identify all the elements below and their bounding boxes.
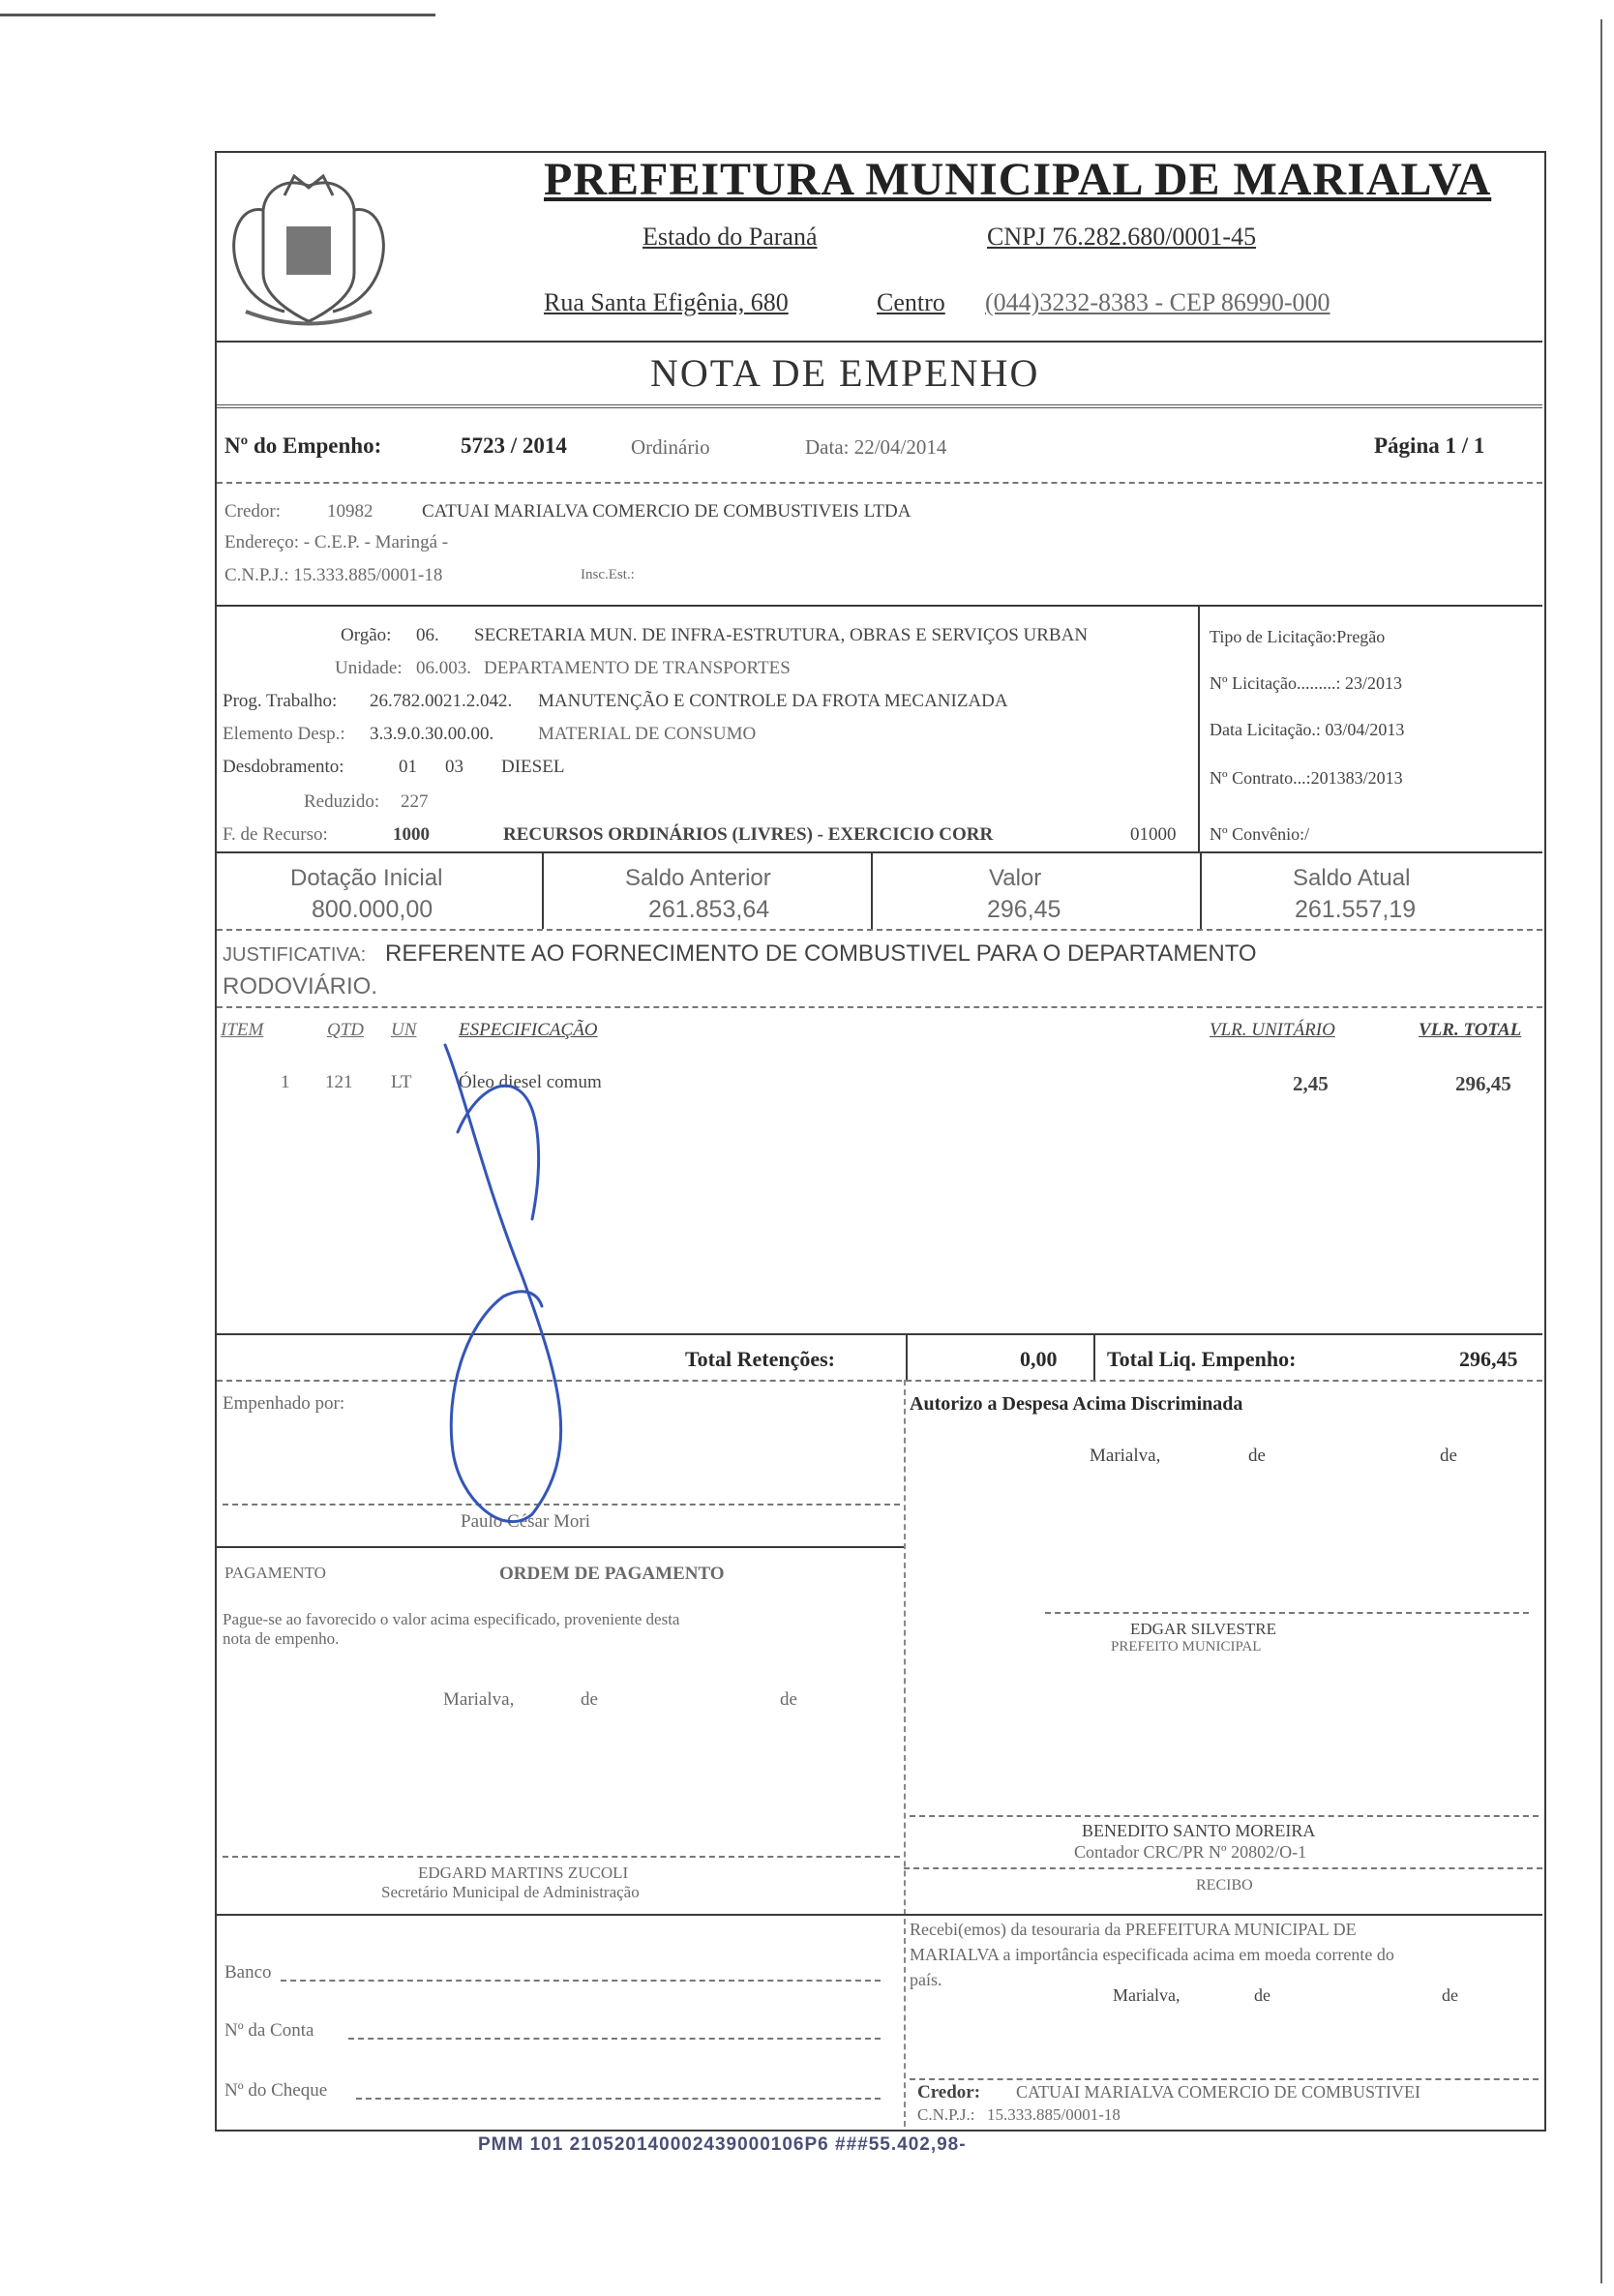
creditor-insc: Insc.Est.: bbox=[581, 567, 635, 582]
col-un: UN bbox=[391, 1020, 417, 1040]
credor-name: CATUAI MARIALVA COMERCIO DE COMBUSTIVEI bbox=[1016, 2082, 1421, 2102]
credor-cnpj-value: 15.333.885/0001-18 bbox=[987, 2105, 1121, 2124]
pagamento-de2: de bbox=[780, 1689, 797, 1710]
dotacao-inicial-label: Dotação Inicial bbox=[290, 865, 443, 891]
secretario-role: Secretário Municipal de Administração bbox=[381, 1883, 640, 1901]
empenho-date: Data: 22/04/2014 bbox=[805, 435, 947, 459]
licitacao-data: Data Licitação.: 03/04/2013 bbox=[1210, 720, 1405, 739]
cheque-label: Nº do Cheque bbox=[224, 2080, 328, 2101]
valor-label: Valor bbox=[989, 865, 1042, 891]
header-district: Centro bbox=[877, 288, 945, 316]
contador-sign-line bbox=[910, 1815, 1539, 1817]
recibo-text-line1: Recebi(emos) da tesouraria da PREFEITURA MUNICIPAL DE bbox=[910, 1920, 1357, 1939]
licitacao-divider bbox=[1198, 605, 1200, 851]
item-qtd: 121 bbox=[325, 1072, 353, 1092]
col-vlr-total: VLR. TOTAL bbox=[1419, 1020, 1522, 1040]
pagamento-de1: de bbox=[581, 1689, 598, 1710]
dotacao-inicial-value: 800.000,00 bbox=[312, 896, 433, 923]
classification-divider bbox=[217, 851, 1542, 853]
autorizo-city: Marialva, bbox=[1090, 1446, 1161, 1466]
item-number: 1 bbox=[281, 1072, 290, 1092]
prog-name: MANUTENÇÃO E CONTROLE DA FROTA MECANIZADA bbox=[538, 691, 1008, 711]
conta-line bbox=[348, 2038, 881, 2040]
saldo-atual-label: Saldo Atual bbox=[1293, 865, 1411, 891]
secretario-name: EDGARD MARTINS ZUCOLI bbox=[418, 1864, 629, 1882]
prefeito-role: PREFEITO MUNICIPAL bbox=[1111, 1639, 1262, 1655]
pagamento-city: Marialva, bbox=[443, 1689, 515, 1710]
balance-col-2 bbox=[871, 851, 873, 929]
unidade-name: DEPARTAMENTO DE TRANSPORTES bbox=[484, 658, 791, 678]
state-name: Estado do Paraná bbox=[643, 223, 818, 251]
licitacao-tipo: Tipo de Licitação:Pregão bbox=[1210, 627, 1386, 646]
totals-col-2 bbox=[1093, 1333, 1095, 1380]
empenhado-label: Empenhado por: bbox=[223, 1393, 345, 1414]
autorizo-sign-line bbox=[1045, 1612, 1529, 1614]
justificativa-line2: RODOVIÁRIO. bbox=[223, 973, 378, 999]
desdobramento-code2: 03 bbox=[445, 757, 463, 777]
unidade-code: 06.003. bbox=[416, 658, 471, 678]
header-cnpj: CNPJ 76.282.680/0001-45 bbox=[987, 223, 1257, 251]
prog-label: Prog. Trabalho: bbox=[223, 691, 338, 711]
pagamento-text-line1: Pague-se ao favorecido o valor acima especificado, proveniente desta bbox=[223, 1610, 680, 1628]
orgao-name: SECRETARIA MUN. DE INFRA-ESTRUTURA, OBRAS E SERVIÇOS URBAN bbox=[474, 625, 1089, 645]
reduzido-label: Reduzido: bbox=[304, 791, 380, 812]
col-vlr-unitario: VLR. UNITÁRIO bbox=[1210, 1020, 1335, 1040]
total-liquido-label: Total Liq. Empenho: bbox=[1107, 1347, 1297, 1371]
totals-bottom-divider bbox=[217, 1380, 1542, 1382]
autorizo-label: Autorizo a Despesa Acima Discriminada bbox=[910, 1393, 1243, 1415]
convenio-numero: Nº Convênio:/ bbox=[1210, 824, 1310, 844]
contador-role: Contador CRC/PR Nº 20802/O-1 bbox=[1074, 1842, 1307, 1862]
balance-col-3 bbox=[1200, 851, 1202, 929]
elemento-code: 3.3.9.0.30.00.00. bbox=[370, 724, 494, 744]
recibo-title: RECIBO bbox=[1196, 1877, 1253, 1893]
justificativa-divider bbox=[217, 1006, 1542, 1008]
orgao-label: Orgão: bbox=[341, 625, 392, 645]
creditor-code: 10982 bbox=[327, 501, 374, 522]
signature-icon bbox=[426, 1035, 677, 1538]
saldo-anterior-label: Saldo Anterior bbox=[625, 865, 771, 891]
contrato-numero: Nº Contrato...:201383/2013 bbox=[1210, 768, 1403, 788]
fonte-number: 01000 bbox=[1130, 824, 1177, 845]
justificativa-line1: REFERENTE AO FORNECIMENTO DE COMBUSTIVEL PARA O DEPARTAMENTO bbox=[385, 940, 1257, 967]
total-liquido-value: 296,45 bbox=[1459, 1347, 1518, 1371]
recibo-text-line3: país. bbox=[910, 1970, 942, 1989]
scan-edge-line bbox=[0, 14, 435, 16]
valor-value: 296,45 bbox=[987, 896, 1061, 923]
pagamento-label: PAGAMENTO bbox=[224, 1564, 326, 1582]
autorizo-de2: de bbox=[1440, 1446, 1457, 1466]
footer-code: PMM 101 210520140002439000106P6 ###55.402,98- bbox=[478, 2134, 967, 2155]
creditor-label: Credor: bbox=[224, 501, 282, 522]
ordem-pagamento-title: ORDEM DE PAGAMENTO bbox=[499, 1564, 725, 1584]
totals-top-divider bbox=[217, 1333, 1542, 1335]
pagamento-divider bbox=[217, 1914, 1542, 1916]
desdobramento-name: DIESEL bbox=[501, 757, 565, 777]
saldo-atual-value: 261.557,19 bbox=[1295, 896, 1417, 923]
page-number: Página 1 / 1 bbox=[1374, 433, 1485, 458]
coat-of-arms-icon bbox=[217, 166, 401, 336]
orgao-code: 06. bbox=[416, 625, 439, 645]
recibo-de2: de bbox=[1442, 1985, 1458, 2005]
creditor-address: Endereço: - C.E.P. - Maringá - bbox=[224, 532, 449, 552]
recibo-de1: de bbox=[1254, 1985, 1270, 2005]
secretario-sign-line bbox=[223, 1856, 900, 1858]
document-title: NOTA DE EMPENHO bbox=[650, 351, 1040, 395]
creditor-name: CATUAI MARIALVA COMERCIO DE COMBUSTIVEIS LTDA bbox=[422, 501, 912, 522]
total-retencoes-value: 0,00 bbox=[1020, 1347, 1058, 1371]
item-unit-price: 2,45 bbox=[1293, 1072, 1329, 1095]
total-retencoes-label: Total Retenções: bbox=[685, 1347, 835, 1371]
fonte-code: 1000 bbox=[393, 824, 430, 845]
cheque-line bbox=[356, 2098, 881, 2100]
licitacao-numero: Nº Licitação.........: 23/2013 bbox=[1210, 673, 1403, 693]
header-divider bbox=[217, 341, 1542, 343]
unidade-label: Unidade: bbox=[335, 658, 403, 678]
contador-name: BENEDITO SANTO MOREIRA bbox=[1082, 1821, 1316, 1840]
elemento-name: MATERIAL DE CONSUMO bbox=[538, 724, 757, 744]
empenho-number: 5723 / 2014 bbox=[461, 433, 567, 458]
empenho-label: Nº do Empenho: bbox=[224, 433, 382, 458]
fonte-label: F. de Recurso: bbox=[223, 824, 328, 845]
empenho-divider bbox=[217, 482, 1542, 484]
lower-split bbox=[904, 1380, 906, 2127]
item-un: LT bbox=[391, 1072, 412, 1092]
creditor-cnpj: C.N.P.J.: 15.333.885/0001-18 bbox=[224, 565, 443, 585]
col-especificacao: ESPECIFICAÇÃO bbox=[459, 1020, 598, 1040]
col-item: ITEM bbox=[221, 1020, 264, 1040]
prefeitura-title: PREFEITURA MUNICIPAL DE MARIALVA bbox=[544, 154, 1492, 205]
empenhado-divider bbox=[217, 1546, 904, 1548]
contador-divider bbox=[904, 1867, 1542, 1869]
empenho-type: Ordinário bbox=[631, 435, 710, 459]
totals-col-1 bbox=[906, 1333, 908, 1380]
banco-line bbox=[281, 1980, 881, 1982]
balance-divider bbox=[217, 929, 1542, 931]
item-total-price: 296,45 bbox=[1455, 1072, 1511, 1095]
conta-label: Nº da Conta bbox=[224, 2020, 314, 2041]
header-phone-cep: (044)3232-8383 - CEP 86990-000 bbox=[985, 288, 1330, 316]
justificativa-label: JUSTIFICATIVA: bbox=[223, 944, 367, 966]
prog-code: 26.782.0021.2.042. bbox=[370, 691, 513, 711]
balance-col-1 bbox=[542, 851, 544, 929]
creditor-divider bbox=[217, 605, 1542, 607]
title-divider bbox=[217, 404, 1542, 408]
banco-label: Banco bbox=[224, 1962, 272, 1983]
autorizo-de1: de bbox=[1248, 1446, 1266, 1466]
desdobramento-label: Desdobramento: bbox=[223, 757, 344, 777]
fonte-name: RECURSOS ORDINÁRIOS (LIVRES) - EXERCICIO CORR bbox=[503, 824, 994, 845]
item-description: Óleo diesel comum bbox=[459, 1072, 602, 1092]
reduzido-code: 227 bbox=[401, 791, 429, 812]
recibo-city: Marialva, bbox=[1113, 1985, 1181, 2005]
credor-sign-line bbox=[910, 2078, 1539, 2080]
pagamento-text-line2: nota de empenho. bbox=[223, 1629, 340, 1648]
prefeito-name: EDGAR SILVESTRE bbox=[1130, 1620, 1276, 1638]
scan-edge-line-right bbox=[1600, 19, 1602, 2283]
credor-cnpj-label: C.N.P.J.: bbox=[917, 2105, 975, 2124]
recibo-text-line2: MARIALVA a importância especificada acima em moeda corrente do bbox=[910, 1945, 1394, 1964]
empenhado-signer: Paulo César Mori bbox=[461, 1511, 591, 1532]
col-qtd: QTD bbox=[327, 1020, 365, 1040]
desdobramento-code1: 01 bbox=[399, 757, 417, 777]
elemento-label: Elemento Desp.: bbox=[223, 724, 345, 744]
saldo-anterior-value: 261.853,64 bbox=[648, 896, 770, 923]
header-street: Rua Santa Efigênia, 680 bbox=[544, 288, 789, 316]
credor-label: Credor: bbox=[917, 2082, 981, 2102]
